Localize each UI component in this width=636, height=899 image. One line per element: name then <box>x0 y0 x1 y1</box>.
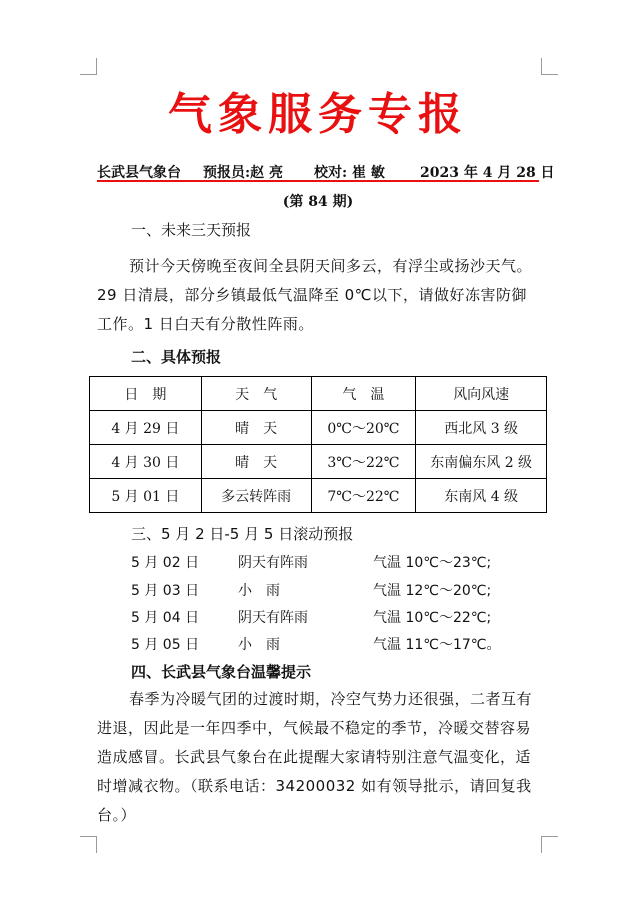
rolling-date: 5 月 02 日 <box>131 555 200 571</box>
rolling-date: 5 月 04 日 <box>131 610 200 626</box>
column-header: 风向风速 <box>416 377 547 411</box>
table-cell: 7℃～22℃ <box>311 479 416 513</box>
section-heading-3: 三、5 月 2 日-5 月 5 日滚动预报 <box>131 525 354 543</box>
table-cell: 4 月 29 日 <box>90 411 202 445</box>
rolling-weather: 阴天有阵雨 <box>238 610 308 626</box>
rolling-temp: 气温 11℃～17℃。 <box>373 637 501 653</box>
rolling-weather: 小 雨 <box>238 637 280 653</box>
list-item <box>131 607 551 629</box>
station-name: 长武县气象台 <box>97 165 181 181</box>
list-item <box>131 552 551 574</box>
page-corner-mark <box>80 836 97 853</box>
table-header-row <box>90 377 547 411</box>
proofreader: 校对: 崔 敏 <box>314 165 385 181</box>
table-row <box>90 445 547 479</box>
rolling-date: 5 月 05 日 <box>131 637 200 653</box>
rolling-date: 5 月 03 日 <box>131 583 200 599</box>
section-heading-2: 二、具体预报 <box>131 348 222 366</box>
table-row <box>90 411 547 445</box>
rolling-temp: 气温 10℃～22℃; <box>373 610 492 626</box>
list-item <box>131 580 551 602</box>
issue-date: 2023 年 4 月 28 日 <box>420 165 555 181</box>
document-title: 气象服务专报 <box>168 89 468 140</box>
table-cell: 3℃～22℃ <box>311 445 416 479</box>
rolling-temp: 气温 10℃～23℃; <box>373 555 492 571</box>
table-cell: 东南风 4 级 <box>416 479 547 513</box>
table-cell: 多云转阵雨 <box>201 479 311 513</box>
section-heading-1: 一、未来三天预报 <box>131 221 252 239</box>
section-text-1: 预计今天傍晚至夜间全县阴天间多云，有浮尘或扬沙天气。29 日清晨，部分乡镇最低气温降至 0℃以下，请做好冻害防御工作。1 日白天有分散性阵雨。 <box>97 257 533 333</box>
table-cell: 西北风 3 级 <box>416 411 547 445</box>
table-cell: 晴 天 <box>201 445 311 479</box>
table-row <box>90 479 547 513</box>
column-header: 日 期 <box>90 377 202 411</box>
rolling-weather: 小 雨 <box>238 583 280 599</box>
rolling-temp: 气温 12℃～20℃; <box>373 583 492 599</box>
table-cell: 东南偏东风 2 级 <box>416 445 547 479</box>
header-rule <box>97 180 539 182</box>
page-corner-mark <box>541 58 558 75</box>
forecast-table <box>89 376 547 513</box>
page-corner-mark <box>80 58 97 75</box>
section-heading-4: 四、长武县气象台温馨提示 <box>131 663 312 681</box>
table-cell: 晴 天 <box>201 411 311 445</box>
table-cell: 4 月 30 日 <box>90 445 202 479</box>
table-cell: 0℃～20℃ <box>311 411 416 445</box>
forecaster: 预报员:赵 亮 <box>203 165 284 181</box>
issue-number: (第 84 期) <box>282 194 354 210</box>
column-header: 天 气 <box>201 377 311 411</box>
page-corner-mark <box>541 836 558 853</box>
column-header: 气 温 <box>311 377 416 411</box>
list-item <box>131 634 551 656</box>
table-cell: 5 月 01 日 <box>90 479 202 513</box>
rolling-weather: 阴天有阵雨 <box>238 555 308 571</box>
section-text-4: 春季为冷暖气团的过渡时期，冷空气势力还很强，二者互有进退，因此是一年四季中，气候最不稳定的季节，冷暖交替容易造成感冒。长武县气象台在此提醒大家请特别注意气温变化，适时增减衣物。（联系电话：34200032 如有领导批示，请回复我台。） <box>97 690 533 824</box>
